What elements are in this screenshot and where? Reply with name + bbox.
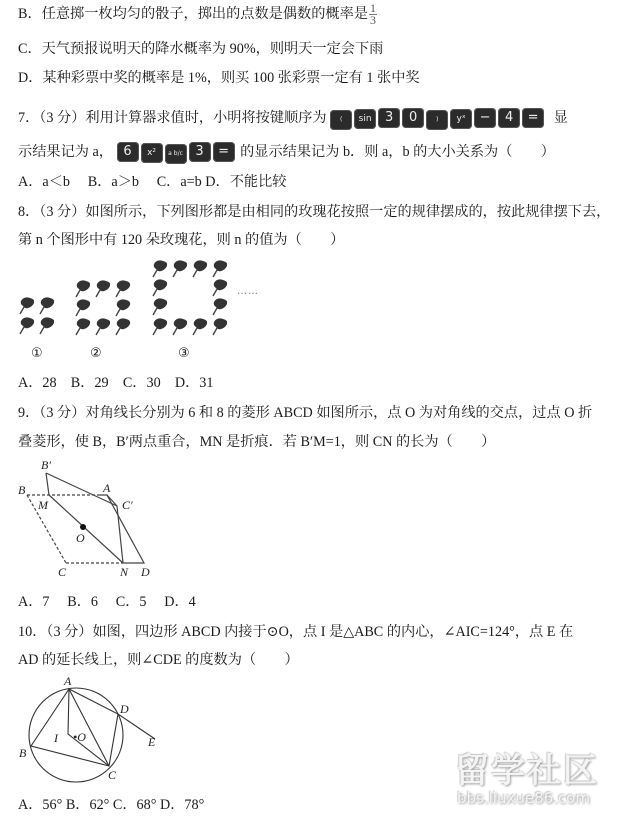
q7-stem-text: 7．（3 分）利用计算器求值时，小明将按键顺序为 bbox=[18, 109, 327, 126]
inscribed-quadrilateral-figure bbox=[0, 665, 200, 790]
label-d: D bbox=[120, 702, 129, 716]
figure-label-3: ③ bbox=[178, 346, 190, 361]
label-e: E bbox=[148, 735, 156, 749]
q6-option-b-text: B．任意掷一枚均匀的骰子，掷出的点数是偶数的概率是 bbox=[18, 5, 368, 22]
calc-key-minus: − bbox=[474, 108, 496, 128]
label-c-prime: C′ bbox=[122, 498, 133, 512]
q8-stem-line2: 第 n 个图形中有 120 朵玫瑰花，则 n 的值为（ ） bbox=[18, 232, 345, 248]
watermark-title: 留学社区 bbox=[455, 751, 599, 791]
rose-pattern-figure bbox=[0, 250, 300, 370]
calc-key-3b: 3 bbox=[189, 142, 211, 162]
calc-key-power: yˣ bbox=[450, 109, 472, 129]
q7-stem-line2 bbox=[18, 141, 555, 164]
q8-stem-line1: 8．（3 分）如图所示，下列图形都是由相同的玫瑰花按照一定的规律摆成的，按此规律摆下去， bbox=[18, 204, 611, 220]
label-c: C bbox=[108, 768, 117, 782]
label-b-prime: B′ bbox=[41, 458, 51, 472]
rose-figure-3 bbox=[153, 260, 227, 335]
label-i: I bbox=[54, 731, 58, 745]
calc-key-close-paren: ) bbox=[426, 110, 448, 130]
label-b: B bbox=[19, 746, 27, 760]
calc-key-3: 3 bbox=[378, 108, 400, 128]
q10-stem-line2: AD 的延长线上，则∠CDE 的度数为（ ） bbox=[18, 652, 299, 668]
calculator-key-sequence-b bbox=[117, 141, 237, 164]
calc-key-sin: sin bbox=[354, 109, 376, 129]
label-m: M bbox=[38, 498, 48, 512]
calculator-key-sequence-a bbox=[330, 107, 546, 130]
q6-option-d: D．某种彩票中奖的概率是 1%，则买 100 张彩票一定有 1 张中奖 bbox=[18, 70, 420, 86]
label-d: D bbox=[141, 565, 150, 579]
rhombus-fold-figure bbox=[0, 450, 200, 585]
label-a: A bbox=[103, 481, 111, 495]
q7-options: A．a＜b B．a＞b C．a=b D．不能比较 bbox=[18, 174, 287, 190]
pattern-ellipsis: …… bbox=[237, 286, 259, 297]
q6-option-b bbox=[18, 3, 377, 26]
label-c: C bbox=[58, 565, 67, 579]
label-b: B bbox=[18, 483, 26, 497]
watermark-logo bbox=[455, 752, 626, 806]
rose-figure-2 bbox=[76, 280, 130, 335]
calc-key-fraction: a b/c bbox=[165, 144, 187, 164]
q9-stem-line1: 9．（3 分）对角线长分别为 6 和 8 的菱形 ABCD 如图所示，点 O 为对角线的交点，过点 O 折 bbox=[18, 405, 593, 421]
figure-label-1: ① bbox=[31, 346, 43, 361]
calc-key-4: 4 bbox=[498, 108, 520, 128]
calc-key-equals: = bbox=[522, 108, 544, 128]
figure-label-2: ② bbox=[90, 346, 102, 361]
q7-stem-text-3: 示结果记为 a， bbox=[18, 143, 113, 160]
calc-key-square: x² bbox=[141, 143, 163, 163]
q7-stem-line1 bbox=[18, 107, 568, 130]
calc-key-open-paren: ( bbox=[330, 110, 352, 130]
rose-figure-1 bbox=[20, 297, 54, 334]
q7-stem-text-4: 的显示结果记为 b．则 a，b 的大小关系为（ ） bbox=[240, 143, 555, 160]
fraction-numerator: 1 bbox=[369, 1, 376, 15]
q10-options: A．56° B．62° C．68° D．78° bbox=[18, 797, 205, 813]
fraction-denominator: 3 bbox=[369, 13, 376, 27]
calc-key-equals-b: = bbox=[213, 142, 235, 162]
q8-options: A．28 B．29 C．30 D．31 bbox=[18, 375, 214, 391]
label-a: A bbox=[64, 674, 72, 688]
label-o: •O bbox=[73, 730, 86, 744]
fraction-one-third bbox=[369, 3, 377, 26]
label-n: N bbox=[120, 565, 129, 579]
calc-key-6: 6 bbox=[117, 142, 139, 162]
q9-options: A．7 B．6 C．5 D．4 bbox=[18, 594, 196, 610]
q7-stem-text-2: 显 bbox=[553, 109, 568, 126]
q6-option-c: C．天气预报说明天的降水概率为 90%，则明天一定会下雨 bbox=[18, 41, 384, 57]
q10-stem-line1: 10．（3 分）如图，四边形 ABCD 内接于⊙O，点 I 是△ABC 的内心，∠AIC=124°，点 E 在 bbox=[18, 624, 574, 640]
watermark-url: bbs.liuxue86.com bbox=[457, 789, 590, 807]
q9-stem-line2: 叠菱形，使 B，B′两点重合，MN 是折痕．若 B′M=1，则 CN 的长为（ ） bbox=[18, 434, 496, 450]
label-o: O bbox=[76, 531, 85, 545]
calc-key-0: 0 bbox=[402, 108, 424, 128]
